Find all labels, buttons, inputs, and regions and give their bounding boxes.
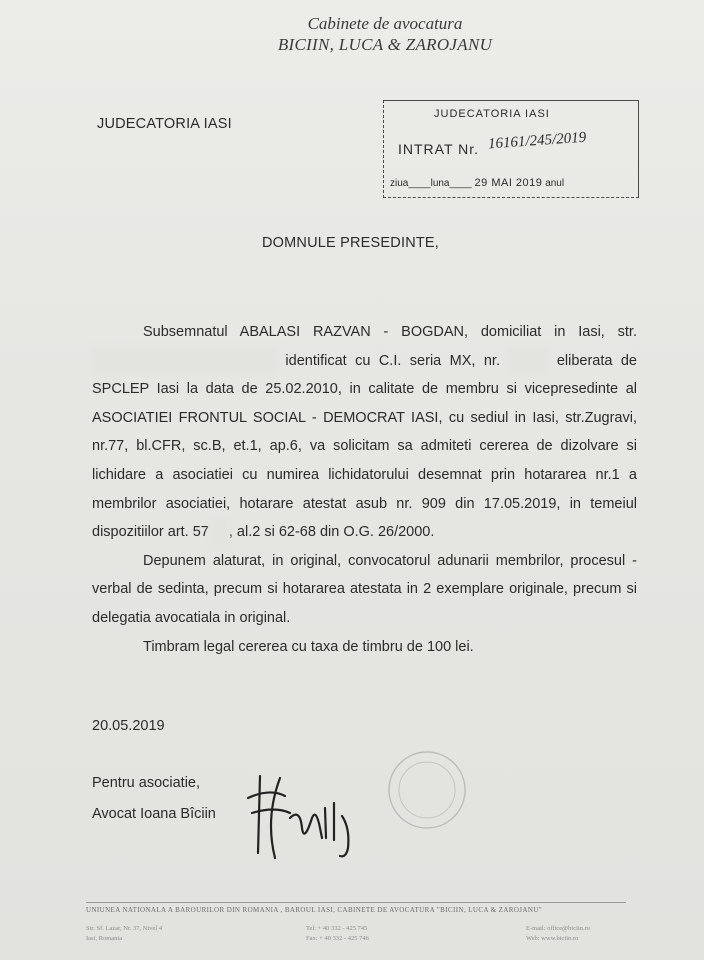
stamp-registration-number: 16161/245/2019 <box>487 129 587 153</box>
paragraph-1-part-d: , al.2 si 62-68 din O.G. 26/2000. <box>228 524 435 541</box>
paragraph-1 <box>92 318 637 547</box>
letterhead-line-1: Cabinete de avocatura <box>307 14 463 33</box>
paragraph-1-part-b: identificat cu C.I. seria MX, nr. <box>285 352 500 369</box>
registry-stamp <box>383 100 639 198</box>
paragraph-1-part-a: Subsemnatul ABALASI RAZVAN - BOGDAN, domiciliat in Iasi, str. <box>143 324 637 340</box>
document-date: 20.05.2019 <box>92 718 165 734</box>
footer-website: Web: www.biciin.ro <box>526 935 579 942</box>
stamp-intrat-label: INTRAT Nr. <box>398 141 480 157</box>
stamp-court: JUDECATORIA IASI <box>434 108 550 120</box>
paragraph-2-text: Depunem alaturat, in original, convocatorul adunarii membrilor, procesul - verbal de sedinta, precum si hotararea atestata in 2 exemplare originale, precum si delegatia avocatiala in original. <box>92 552 637 626</box>
signature-line-2: Avocat Ioana Bîciin <box>92 806 216 822</box>
redacted-address <box>92 347 277 376</box>
letterhead-line-2: BICIIN, LUCA & ZAROJANU <box>277 35 493 54</box>
salutation: DOMNULE PRESEDINTE, <box>262 235 440 251</box>
footer-address-line-1: Str. Sf. Lazar, Nr. 37, Nivel 4 <box>86 925 163 932</box>
paragraph-3-text: Timbram legal cererea cu taxa de timbru de 100 lei. <box>143 638 474 655</box>
paragraph-1-part-c: eliberata de SPCLEP Iasi la data de 25.02.2010, in calitate de membru si vicepresedinte al ASOCIATIEI FRONTUL SOCIAL - DEMOCRAT IASI, cu sediul in Iasi, str.Zugravi, nr.77, bl.CFR, sc.B, et.1, ap.6, va solicitam sa admiteti cererea de dizolvare si lichidare a asociatiei cu numirea lichidatorului desemnat prin hotararea nr.1 a membrilor asociatiei, hotarare atestat asub nr. 909 din 17.05.2019, in temeiul dispozitiilor art. 57 <box>92 352 637 541</box>
footer-address-line-2: Iasi, Romania <box>86 935 123 942</box>
stamp-date-prefix: ziua____luna____ <box>390 178 472 189</box>
paragraph-3 <box>92 633 637 662</box>
stamp-date-suffix: anul <box>545 178 565 189</box>
redacted-article <box>209 518 229 547</box>
footer-address <box>86 924 162 944</box>
footer-title: UNIUNEA NATIONALA A BAROURILOR DIN ROMANIA , BAROUL IASI, CABINETE DE AVOCATURA "BICIIN, LUCA & ZAROJANU" <box>86 906 543 914</box>
letterhead <box>250 14 520 56</box>
paragraph-2 <box>92 547 637 633</box>
letter-body <box>92 318 637 661</box>
redacted-id-number <box>508 347 548 376</box>
footer-divider <box>86 902 626 903</box>
footer-phone: Tel: + 40 332 - 425 745 <box>306 925 368 932</box>
signature-line-1: Pentru asociatie, <box>92 775 201 791</box>
footer-fax: Fax: + 40 332 - 425 746 <box>306 935 369 942</box>
handwritten-signature <box>230 758 380 868</box>
round-seal <box>382 745 472 835</box>
footer-phones <box>306 924 369 944</box>
stamp-date-line <box>390 177 564 189</box>
court-name: JUDECATORIA IASI <box>97 116 232 132</box>
footer-email: E-mail: office@biciin.ro <box>526 925 590 932</box>
footer-web <box>526 924 590 944</box>
stamp-date-value: 29 MAI 2019 <box>474 177 543 189</box>
